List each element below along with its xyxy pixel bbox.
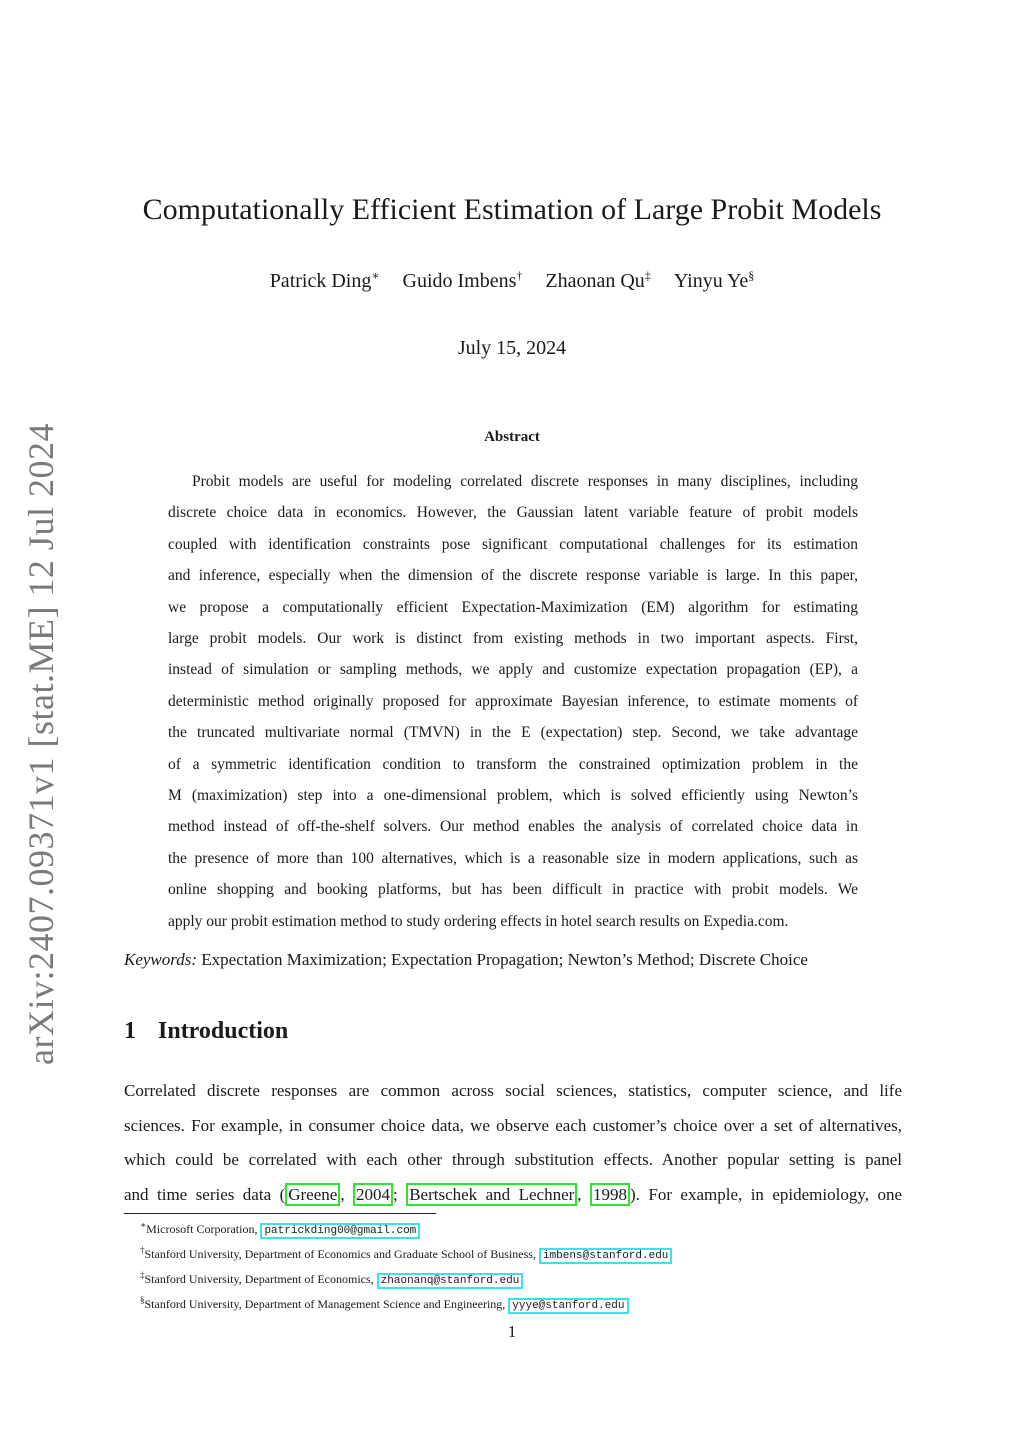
intro-line: and time series data ( Greene , 2004 ; Bertschek and Lechner , 1998 ). For example, in epidemiology, one (124, 1184, 902, 1204)
page-number: 1 (507, 1322, 517, 1341)
keywords-text: Expectation Maximization; Expectation Propagation; Newton’s Method; Discrete Choice (201, 950, 808, 969)
abstract-body (168, 466, 858, 937)
paper-date: July 15, 2024 (457, 337, 567, 359)
section-heading (124, 1018, 288, 1045)
abstract-line: coupled with identification constraints pose significant computational challenges for its estimation (168, 535, 858, 553)
footnote-rule (124, 1213, 436, 1214)
footnote: ‡Stanford University, Department of Economics, zhaonanq@stanford.edu (140, 1266, 900, 1291)
intro-line: which could be correlated with each other through substitution effects. Another popular setting is panel (124, 1150, 902, 1169)
footnote: †Stanford University, Department of Economics and Graduate School of Business, imbens@stanford.edu (140, 1241, 900, 1266)
abstract-line: online shopping and booking platforms, but has been difficult in practice with probit models. We (168, 881, 858, 899)
abstract-line: M (maximization) step into a one-dimensional problem, which is solved efficiently using Newton’s (168, 787, 858, 805)
footnotes (140, 1216, 900, 1316)
abstract-line: method instead of off-the-shelf solvers. Our method enables the analysis of correlated choice data in (168, 818, 858, 836)
arxiv-identifier: arXiv:2407.09371v1 [stat.ME] 12 Jul 2024 (21, 423, 61, 1065)
email-link[interactable]: yyye@stanford.edu (508, 1298, 628, 1314)
abstract-line: of a symmetric identification condition to transform the constrained optimization problem in the (168, 755, 858, 773)
citation-link-greene[interactable]: Greene (285, 1183, 340, 1206)
abstract-line: and inference, especially when the dimension of the discrete response variable is large. In this paper, (168, 567, 858, 585)
abstract-line: Probit models are useful for modeling correlated discrete responses in many disciplines, including (192, 473, 858, 490)
citation-link-bertschek[interactable]: Bertschek and Lechner (406, 1183, 577, 1206)
section-title: Introduction (158, 1018, 289, 1044)
email-link[interactable]: imbens@stanford.edu (539, 1248, 672, 1264)
citation-year-link[interactable]: 1998 (590, 1183, 630, 1206)
intro-line: Correlated discrete responses are common across social sciences, statistics, computer science, and life (124, 1081, 902, 1100)
abstract-line: discrete choice data in economics. However, the Gaussian latent variable feature of probit models (168, 504, 858, 522)
abstract-line: instead of simulation or sampling methods, we apply and customize expectation propagation (EP), a (168, 661, 858, 679)
email-link[interactable]: zhaonanq@stanford.edu (377, 1273, 524, 1289)
abstract-line: apply our probit estimation method to study ordering effects in hotel search results on Expedia.com. (168, 912, 789, 930)
abstract-line: deterministic method originally proposed for approximate Bayesian inference, to estimate moments of (168, 692, 858, 710)
keywords (124, 950, 904, 970)
author: Yinyu Ye§ (673, 268, 755, 292)
section-number: 1 (124, 1018, 136, 1044)
keywords-label: Keywords: (124, 950, 198, 969)
abstract-line: large probit models. Our work is distinct from existing methods in two important aspects. First, (168, 630, 858, 648)
citation-year-link[interactable]: 2004 (353, 1183, 393, 1206)
author: Patrick Ding∗ (269, 268, 380, 292)
footnote: ∗Microsoft Corporation, patrickding00@gmail.com (140, 1216, 900, 1241)
author: Guido Imbens† (402, 268, 523, 292)
intro-line: sciences. For example, in consumer choice data, we observe each customer’s choice over a set of alternatives, (124, 1115, 902, 1135)
author: Zhaonan Qu‡ (545, 268, 651, 292)
abstract-line: the presence of more than 100 alternatives, which is a reasonable size in modern applications, such as (168, 849, 858, 867)
abstract-heading: Abstract (484, 429, 540, 445)
author-list (0, 268, 1024, 293)
paper-title: Computationally Efficient Estimation of Large Probit Models (142, 193, 882, 226)
email-link[interactable]: patrickding00@gmail.com (260, 1223, 420, 1239)
abstract-line: we propose a computationally efficient Expectation-Maximization (EM) algorithm for estimating (168, 598, 858, 616)
abstract-line: the truncated multivariate normal (TMVN) in the E (expectation) step. Second, we take advantage (168, 724, 858, 742)
footnote: §Stanford University, Department of Management Science and Engineering, yyye@stanford.edu (140, 1291, 900, 1316)
intro-paragraph (124, 1074, 902, 1212)
